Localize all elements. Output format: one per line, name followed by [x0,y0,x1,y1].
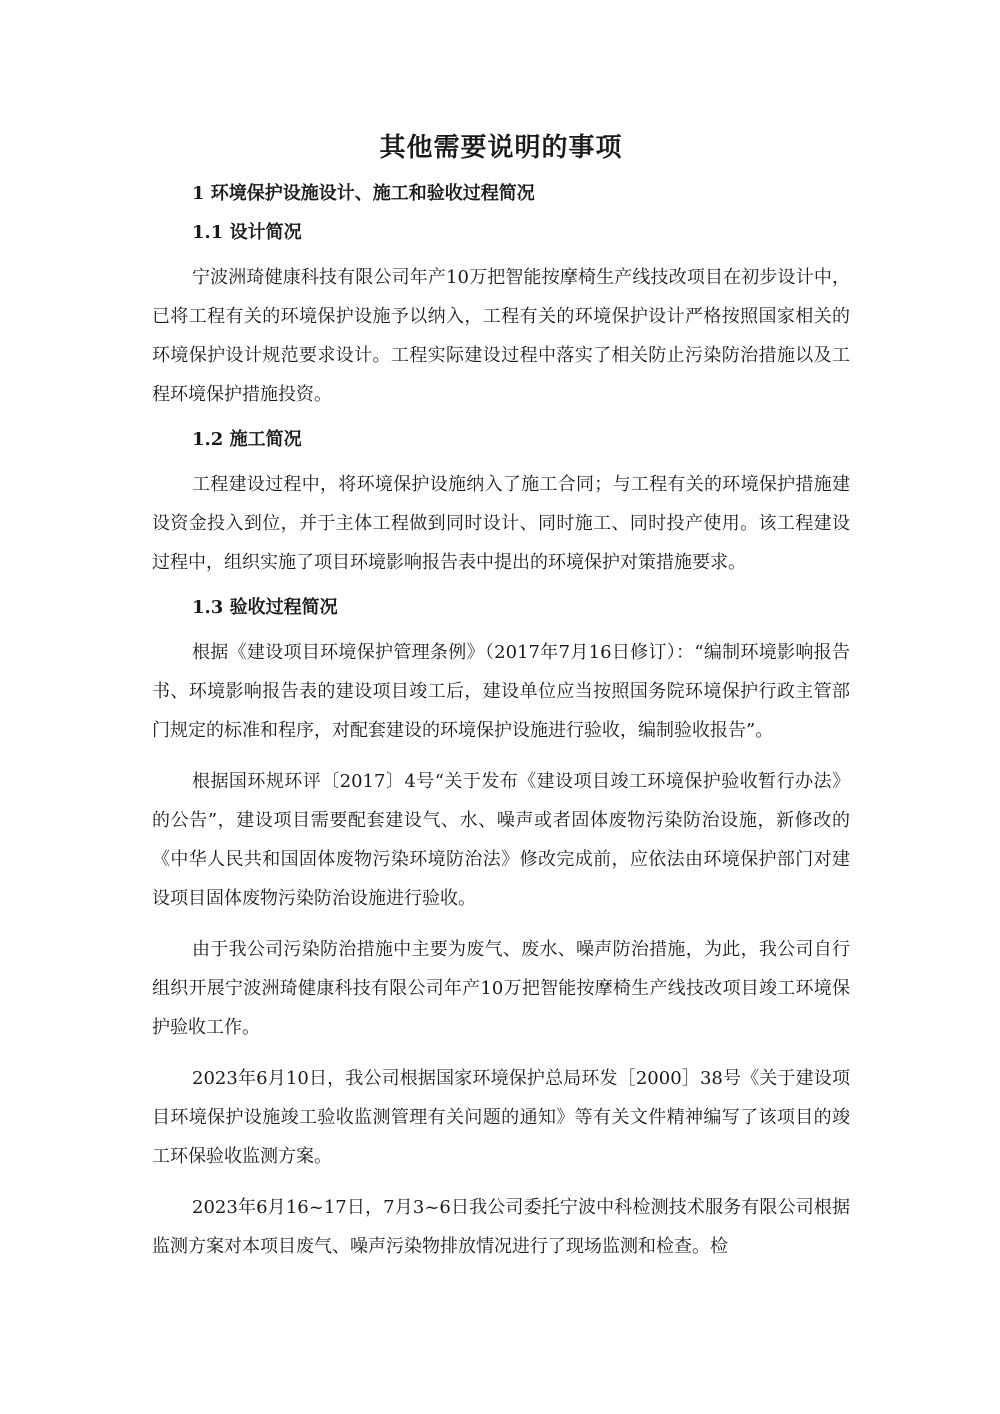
section-1-3-paragraph-4: 2023年6月10日，我公司根据国家环境保护总局环发［2000］38号《关于建设项目环境保护设施竣工验收监测管理有关问题的通知》等有关文件精神编写了该项目的竣工环保验收监测方案。 [152,1068,850,1167]
section-1-3-paragraph-5: 2023年6月16~17日，7月3~6日我公司委托宁波中科检测技术服务有限公司根据监测方案对本项目废气、噪声污染物排放情况进行了现场监测和检查。检 [152,1197,850,1257]
section-1-2-heading: 1.2 施工简况 [192,429,302,450]
document-page [152,128,850,1268]
section-1-heading: 1 环境保护设施设计、施工和验收过程简况 [192,183,535,204]
section-1-3-paragraph-3: 由于我公司污染防治措施中主要为废气、废水、噪声防治措施，为此，我公司自行组织开展宁波洲琦健康科技有限公司年产10万把智能按摩椅生产线技改项目竣工环境保护验收工作。 [152,939,850,1038]
section-1-1-heading: 1.1 设计简况 [192,222,302,243]
section-1-1-paragraph: 宁波洲琦健康科技有限公司年产10万把智能按摩椅生产线技改项目在初步设计中，已将工程有关的环境保护设施予以纳入，工程有关的环境保护设计严格按照国家相关的环境保护设计规范要求设计。工程实际建设过程中落实了相关防止污染防治措施以及工程环境保护措施投资。 [152,267,850,405]
section-1-2-paragraph: 工程建设过程中，将环境保护设施纳入了施工合同；与工程有关的环境保护措施建设资金投入到位，并于主体工程做到同时设计、同时施工、同时投产使用。该工程建设过程中，组织实施了项目环境影响报告表中提出的环境保护对策措施要求。 [152,474,850,573]
section-1-3-paragraph-2: 根据国环规环评〔2017〕4号“关于发布《建设项目竣工环境保护验收暂行办法》的公告”，建设项目需要配套建设气、水、噪声或者固体废物污染防治设施，新修改的《中华人民共和国固体废物污染环境防治法》修改完成前，应依法由环境保护部门对建设项目固体废物污染防治设施进行验收。 [152,771,850,909]
document-title: 其他需要说明的事项 [379,133,623,163]
section-1-3-paragraph-1: 根据《建设项目环境保护管理条例》（2017年7月16日修订）：“编制环境影响报告书、环境影响报告表的建设项目竣工后，建设单位应当按照国务院环境保护行政主管部门规定的标准和程序，对配套建设的环境保护设施进行验收，编制验收报告”。 [152,642,850,741]
section-1-3-heading: 1.3 验收过程简况 [192,597,338,618]
